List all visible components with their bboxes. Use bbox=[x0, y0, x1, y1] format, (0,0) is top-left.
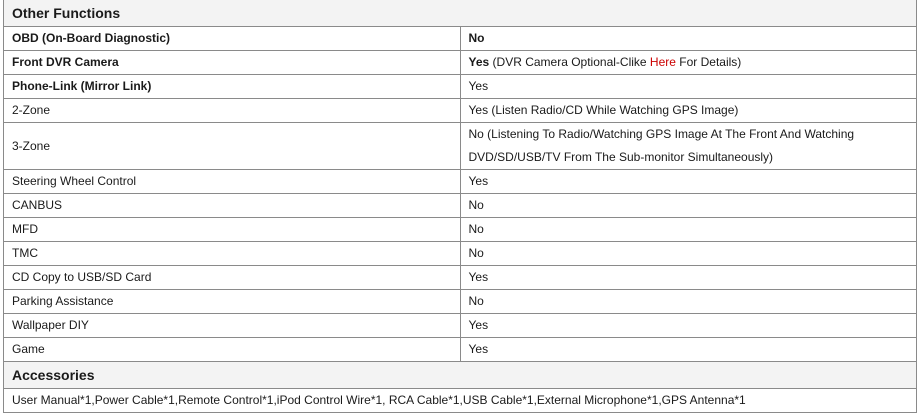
section-header-accessories bbox=[4, 362, 917, 389]
row-value: No (Listening To Radio/Watching GPS Image At The Front And Watching DVD/SD/USB/TV From The Sub-monitor Simultaneously) bbox=[460, 123, 917, 170]
row-label: CD Copy to USB/SD Card bbox=[4, 266, 461, 290]
row-value: No bbox=[460, 218, 917, 242]
row-value: Yes bbox=[460, 266, 917, 290]
row-value: No bbox=[460, 27, 917, 51]
row-value: Yes bbox=[460, 75, 917, 99]
table-row bbox=[4, 99, 917, 123]
details-link[interactable]: Here bbox=[649, 55, 676, 69]
table-row bbox=[4, 314, 917, 338]
table-row bbox=[4, 75, 917, 99]
table-row bbox=[4, 242, 917, 266]
table-row bbox=[4, 27, 917, 51]
table-row bbox=[4, 51, 917, 75]
row-value: No bbox=[460, 290, 917, 314]
row-label: TMC bbox=[4, 242, 461, 266]
table-row bbox=[4, 123, 917, 170]
section-header-other-functions bbox=[4, 0, 917, 27]
row-label: Wallpaper DIY bbox=[4, 314, 461, 338]
table-row bbox=[4, 266, 917, 290]
row-label: Steering Wheel Control bbox=[4, 170, 461, 194]
accessories-list: User Manual*1,Power Cable*1,Remote Control*1,iPod Control Wire*1, RCA Cable*1,USB Cable*1,External Microphone*1,GPS Antenna*1 bbox=[4, 389, 917, 413]
row-label: 3-Zone bbox=[4, 123, 461, 170]
row-value: Yes (Listen Radio/CD While Watching GPS Image) bbox=[460, 99, 917, 123]
section-title: Accessories bbox=[4, 362, 917, 389]
table-row bbox=[4, 170, 917, 194]
row-label: Game bbox=[4, 338, 461, 362]
row-value: Yes bbox=[460, 170, 917, 194]
row-label: Front DVR Camera bbox=[4, 51, 461, 75]
row-label: 2-Zone bbox=[4, 99, 461, 123]
row-value: No bbox=[460, 194, 917, 218]
row-label: Phone-Link (Mirror Link) bbox=[4, 75, 461, 99]
table-row bbox=[4, 218, 917, 242]
row-value: Yes bbox=[460, 314, 917, 338]
row-value: Yes bbox=[460, 338, 917, 362]
row-label: CANBUS bbox=[4, 194, 461, 218]
table-row bbox=[4, 290, 917, 314]
table-row bbox=[4, 338, 917, 362]
section-title: Other Functions bbox=[4, 0, 917, 27]
table-row bbox=[4, 389, 917, 413]
row-label: OBD (On-Board Diagnostic) bbox=[4, 27, 461, 51]
row-label: MFD bbox=[4, 218, 461, 242]
table-row bbox=[4, 194, 917, 218]
spec-table bbox=[3, 0, 917, 413]
row-value: No bbox=[460, 242, 917, 266]
row-label: Parking Assistance bbox=[4, 290, 461, 314]
row-value: Yes (DVR Camera Optional-Clike Here For Details) bbox=[460, 51, 917, 75]
